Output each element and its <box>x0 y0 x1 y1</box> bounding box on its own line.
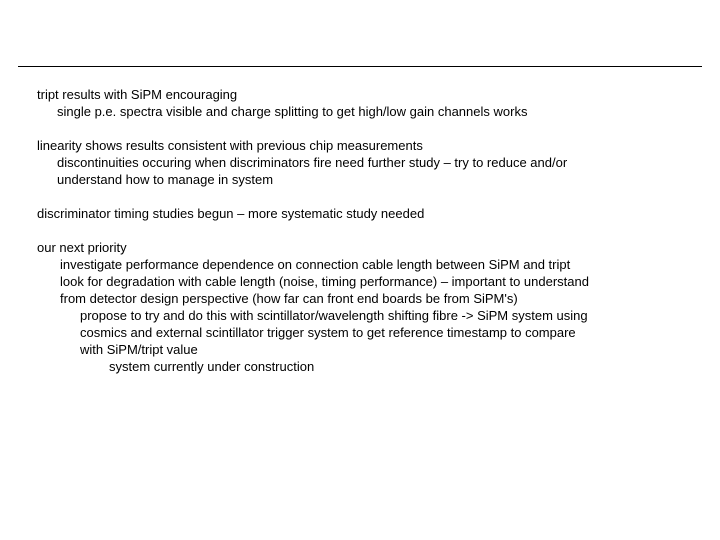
sub-bullet-discontinuities-cont: understand how to manage in system <box>57 172 274 187</box>
sub-sub-bullet-propose-cont2: with SiPM/tript value <box>80 342 198 357</box>
sub-bullet-single-pe-spectra: single p.e. spectra visible and charge splitting to get high/low gain channels works <box>57 104 528 119</box>
sub-sub-sub-bullet-construction: system currently under construction <box>109 359 315 374</box>
bullet-linearity: linearity shows results consistent with previous chip measurements <box>37 138 423 153</box>
sub-bullet-cable-length: investigate performance dependence on connection cable length between SiPM and tript <box>60 257 571 272</box>
sub-sub-bullet-propose-cont1: cosmics and external scintillator trigger system to get reference timestamp to compare <box>80 325 576 340</box>
bullet-tript-results: tript results with SiPM encouraging <box>37 87 238 102</box>
bullet-next-priority: our next priority <box>37 240 127 255</box>
slide-body <box>37 86 697 375</box>
bullet-discriminator-timing: discriminator timing studies begun – more systematic study needed <box>37 206 425 221</box>
title-divider-line <box>18 66 702 67</box>
sub-sub-bullet-propose: propose to try and do this with scintillator/wavelength shifting fibre -> SiPM system using <box>80 308 588 323</box>
sub-bullet-degradation-cont: from detector design perspective (how far can front end boards be from SiPM's) <box>60 291 518 306</box>
sub-bullet-degradation: look for degradation with cable length (noise, timing performance) – important to understand <box>60 274 589 289</box>
sub-bullet-discontinuities: discontinuities occuring when discriminators fire need further study – try to reduce and/or <box>57 155 568 170</box>
